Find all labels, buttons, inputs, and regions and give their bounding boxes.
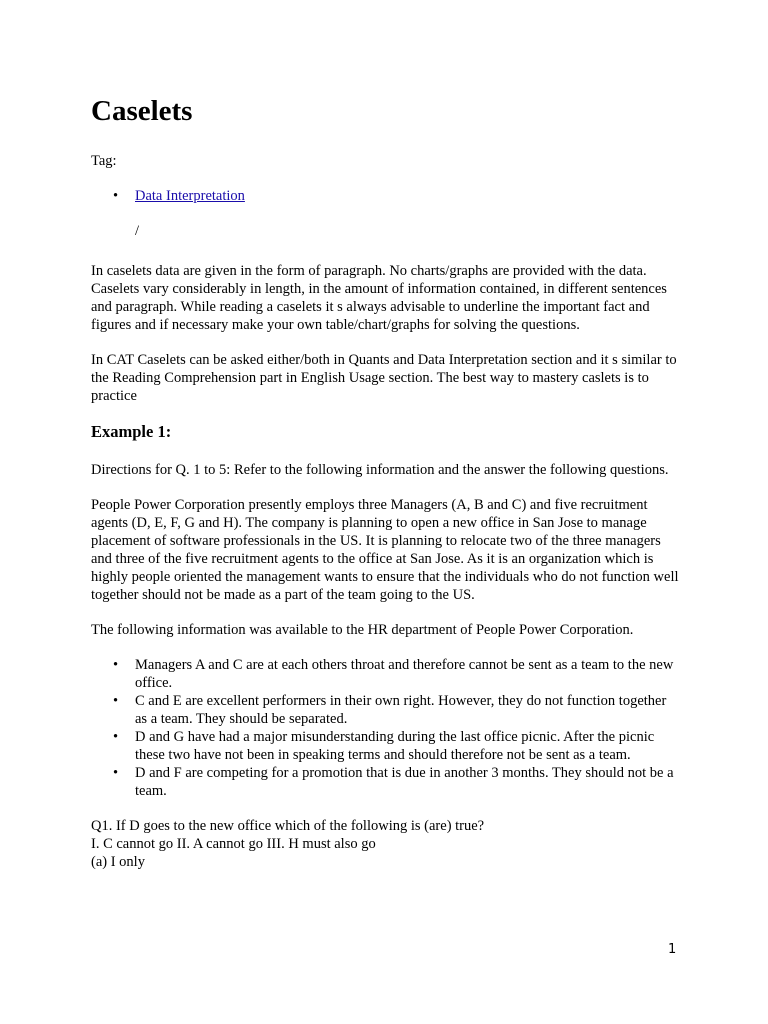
list-item: • C and E are excellent performers in their own right. However, they do not function together as a team. They should be separated.: [135, 692, 681, 728]
tag-label: Tag:: [91, 153, 117, 169]
intro-paragraph-1: In caselets data are given in the form of paragraph. No charts/graphs are provided with the data. Caselets vary considerably in length, in the amount of information contained, in different sentences and paragraph. While reading a caselets it s always advisable to underline the important fact and figures and if necessary make your own table/chart/graphs for solving the questions.: [91, 263, 667, 333]
document-page: [91, 94, 681, 871]
constraint-list: [91, 656, 681, 800]
passage-line-1: People Power Corporation presently employs three Managers (A, B and C) and five recruitment agents (D, E, F, G and H). The company is planning to open a new office in San Jose to manage placement of software professionals in the US. It is planning to relocate two of the three managers and three of the five recruitment agents to the office at San Jose. As it is an organization which is: [91, 497, 661, 567]
list-item: • Managers A and C are at each others throat and therefore cannot be sent as a team to the new office.: [135, 656, 681, 692]
passage-paragraph: [91, 496, 681, 604]
tag-separator: /: [135, 223, 140, 239]
directions-paragraph: Directions for Q. 1 to 5: Refer to the following information and the answer the following questions.: [91, 462, 669, 478]
question-1-option-a: (a) I only: [91, 854, 145, 870]
page-title: Caselets: [91, 95, 193, 127]
tag-list: [91, 187, 681, 205]
question-1: Q1. If D goes to the new office which of the following is (are) true?: [91, 818, 485, 834]
info-intro-paragraph: The following information was available to the HR department of People Power Corporation.: [91, 622, 634, 638]
passage-line-2: highly people oriented the management wants to ensure that the individuals who do not function well together should not be made as a part of the team going to the US.: [91, 569, 679, 603]
example-heading: Example 1:: [91, 422, 172, 441]
tag-link-data-interpretation[interactable]: Data Interpretation: [135, 188, 245, 204]
tag-list-item: [135, 187, 681, 205]
page-number: 1: [668, 942, 677, 957]
question-1-statements: I. C cannot go II. A cannot go III. H must also go: [91, 836, 376, 852]
intro-paragraph-2: In CAT Caselets can be asked either/both in Quants and Data Interpretation section and it s similar to the Reading Comprehension part in English Usage section. The best way to mastery caslets is to practice: [91, 352, 677, 404]
list-item: • D and G have had a major misunderstanding during the last office picnic. After the picnic these two have not been in speaking terms and should therefore not be sent as a team.: [135, 728, 681, 764]
list-item: • D and F are competing for a promotion that is due in another 3 months. They should not be a team.: [135, 764, 681, 800]
